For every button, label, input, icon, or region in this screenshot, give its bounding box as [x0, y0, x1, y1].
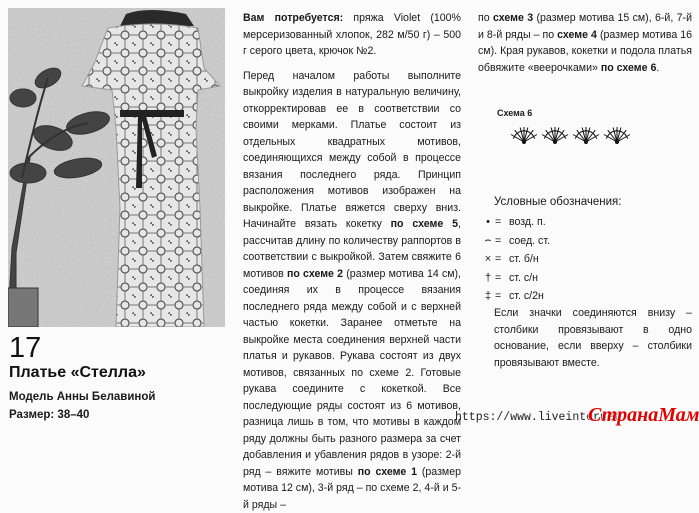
instructions-text: (размер мотива 16 см). Края рукавов, кокетки и подола платья обвяжите «веерочками» [478, 29, 692, 74]
source-url[interactable]: https://www.liveinternet. [455, 411, 628, 424]
pattern-number: 17 [9, 333, 41, 363]
instructions-text: Перед началом работы выполните выкройку изделия в натуральную величину, откорректировав ее в соответствии со своими мерками. Платье состоит из отдельных квадратных мотивов, соединяющихся между собой в процессе вязания последнего ряда. Принцип расположения мотивов изображен на выкройке. Платье вяжется сверху вниз. Начинайте вязать кокетку [243, 70, 461, 231]
legend-text: ст. с/2н [509, 290, 544, 302]
instructions-text: (размер мотива 14 см), соединяя их в процессе вязания последнего ряда между собой и с верхней частью кокетки. Заранее отметьте на выкройке места соединения верхней части платья и рукавов. Рукава состоят из двух мотивов, связанных по схеме 2. Готовые рукава соедините с кокеткой. Все последующие ряды состоят из 6 мотивов, разница лишь в том, что мотивы в каждом ряду должны быть разного размера за счет добавления и убавления рядов в узоре: 2-й ряд – вяжите мотивы [243, 268, 461, 478]
equals-sign: = [495, 253, 509, 265]
legend-text: ст. с/н [509, 272, 538, 284]
legend-item [481, 213, 550, 232]
equals-sign: = [495, 272, 509, 284]
pattern-author: Модель Анны Белавиной [9, 391, 155, 403]
scheme-ref: схеме 4 [557, 29, 597, 41]
schema-label: Схема 6 [497, 108, 532, 118]
legend-note: Если значки соединяются внизу – столбики провязывают в одно основание, если вверху – столбики провязывают вместе. [494, 305, 692, 371]
watermark-logo: СтранаМам [588, 404, 699, 427]
fan-motif [542, 127, 568, 144]
scheme-ref: по схеме 1 [358, 466, 417, 478]
legend-list [481, 213, 550, 306]
scheme-ref: по схеме 2 [287, 268, 343, 280]
scheme-ref: по схеме 5 [391, 218, 458, 230]
legend-title: Условные обозначения: [494, 196, 621, 208]
treble-crochet-icon: ‡ [481, 290, 495, 302]
legend-text: соед. ст. [509, 235, 550, 247]
instructions-text: . [656, 62, 659, 74]
instructions-text: , рассчитав длину по количеству раппортов в соответствии с выкройкой. Затем свяжите 6 мотивов [243, 218, 461, 280]
legend-item [481, 232, 550, 251]
slip-stitch-icon: ⌢ [481, 234, 495, 247]
legend-item [481, 287, 550, 306]
pattern-title: Платье «Стелла» [9, 364, 146, 382]
equals-sign: = [495, 235, 509, 247]
chain-stitch-icon: • [481, 216, 495, 228]
single-crochet-icon: × [481, 253, 495, 265]
fan-motif [604, 127, 630, 144]
scheme-ref: по схеме 6 [601, 62, 657, 74]
dress-photo [8, 8, 225, 327]
materials-paragraph [243, 10, 461, 60]
equals-sign: = [495, 216, 509, 228]
fan-motif [511, 127, 537, 144]
materials-text: пряжа Violet (100% мерсеризованный хлопок, 282 м/50 г) – 500 г серого цвета, крючок №2. [243, 12, 461, 57]
instructions-text: (размер мотива 12 см), 3-й ряд – по схеме 2, 4-й и 5-й ряды – [243, 466, 461, 511]
legend-item [481, 250, 550, 269]
instructions-column-2 [478, 10, 692, 76]
double-crochet-icon: † [481, 272, 495, 284]
pattern-size: Размер: 38–40 [9, 409, 89, 421]
instructions-paragraph [478, 10, 692, 76]
instructions-paragraph [243, 68, 461, 513]
fan-motif [573, 127, 599, 144]
materials-label: Вам потребуется: [243, 12, 343, 24]
instructions-text: (размер мотива 15 см), 6-й, 7-й и 8-й ряды – по [478, 12, 692, 41]
legend-text: возд. п. [509, 216, 546, 228]
equals-sign: = [495, 290, 509, 302]
instructions-column-1 [243, 10, 461, 513]
instructions-text: по [478, 12, 493, 24]
legend-text: ст. б/н [509, 253, 539, 265]
legend-item [481, 269, 550, 288]
schema-6-diagram [510, 123, 640, 145]
scheme-ref: схеме 3 [493, 12, 533, 24]
